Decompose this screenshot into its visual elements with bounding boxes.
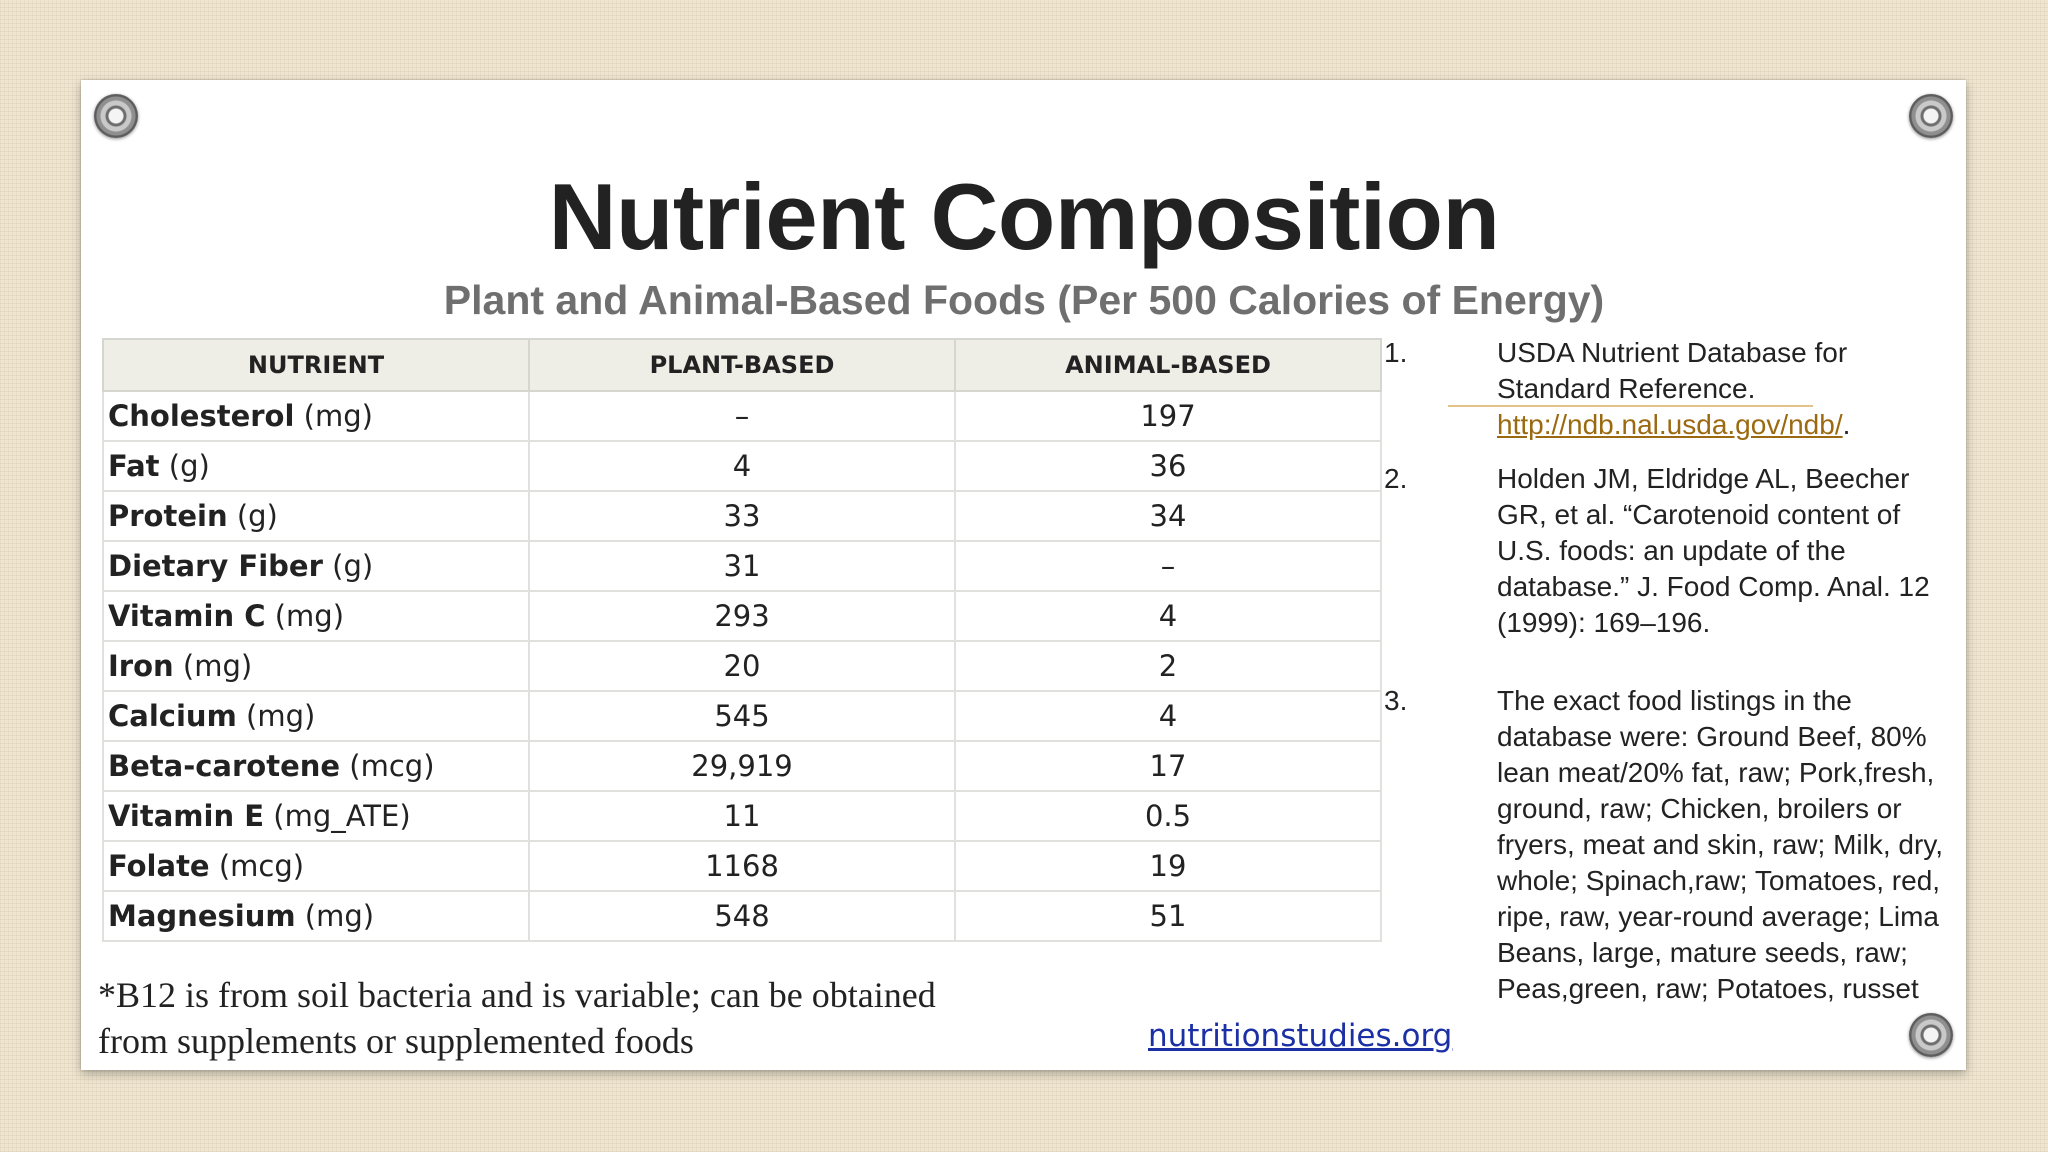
animal-value: 34 [955,491,1381,541]
nutrient-cell [103,491,529,541]
table-row [103,691,1381,741]
nutrient-name: Vitamin C [108,599,266,633]
nutrient-unit: (g) [168,449,210,483]
nutrient-unit: (mg) [303,399,373,433]
animal-value: 4 [955,691,1381,741]
slide-subtitle: Plant and Animal-Based Foods (Per 500 Calories of Energy) [443,277,1605,323]
plant-value: 4 [529,441,955,491]
nutrient-unit: (mg) [182,649,253,683]
reference-number: 3. [1384,685,1408,716]
table-header-row [103,339,1381,391]
reference-link-suffix: . [1842,409,1851,440]
reference-item [1384,461,1954,683]
table-row [103,541,1381,591]
nutrient-name: Magnesium [108,899,296,933]
nutrient-cell [103,641,529,691]
table-row [103,741,1381,791]
nutrient-cell [103,741,529,791]
nutrient-unit: (mcg) [349,749,435,783]
nutrient-name: Beta-carotene [108,749,341,783]
header-animal-based: ANIMAL-BASED [955,339,1381,391]
nutrient-name: Folate [108,849,210,883]
plant-value: – [529,391,955,441]
plant-value: 545 [529,691,955,741]
footnote-line: *B12 is from soil bacteria and is variable; can be obtained [98,975,936,1015]
table-row [103,841,1381,891]
rivet-bottom-right-icon [1909,1013,1953,1057]
nutrient-name: Dietary Fiber [108,549,323,583]
table-row [103,591,1381,641]
reference-text: The exact food listings in the database were: Ground Beef, 80% lean meat/20% fat, raw; Pork,fresh, ground, raw; Chicken, broilers or fryers, meat and skin, raw; Milk, dry, whole; Spinach,raw; Tomatoes, red, ripe, raw, year-round average; Lima Beans, large, mature seeds, raw; Peas,green, raw; Potatoes, russet [1497,685,1944,1004]
site-link[interactable]: nutritionstudies.org [1148,1018,1453,1054]
rivet-top-right-icon [1909,94,1953,138]
nutrient-name: Cholesterol [108,399,295,433]
animal-value: – [955,541,1381,591]
reference-number: 2. [1384,463,1408,494]
nutrient-unit: (mg) [246,699,316,733]
nutrient-cell [103,591,529,641]
plant-value: 31 [529,541,955,591]
animal-value: 19 [955,841,1381,891]
animal-value: 36 [955,441,1381,491]
nutrient-unit: (mg_ATE) [273,799,411,833]
table-row [103,491,1381,541]
slide-title: Nutrient Composition [548,164,1500,269]
plant-value: 29,919 [529,741,955,791]
nutrient-table [102,338,1382,942]
nutrient-cell [103,791,529,841]
nutrient-name: Fat [108,449,160,483]
plant-value: 11 [529,791,955,841]
plant-value: 33 [529,491,955,541]
nutrient-cell [103,691,529,741]
nutrient-cell [103,391,529,441]
table-row [103,391,1381,441]
animal-value: 17 [955,741,1381,791]
animal-value: 2 [955,641,1381,691]
nutrient-unit: (mg) [274,599,345,633]
nutrient-name: Vitamin E [108,799,265,833]
nutrient-unit: (mcg) [218,849,305,883]
nutrient-cell [103,841,529,891]
nutrient-unit: (mg) [304,899,375,933]
reference-item [1384,683,1954,1007]
footnote-line: from supplements or supplemented foods [98,1021,694,1061]
references-list [1384,335,1954,1007]
table-row [103,791,1381,841]
animal-value: 197 [955,391,1381,441]
nutrient-name: Calcium [108,699,237,733]
header-plant-based: PLANT-BASED [529,339,955,391]
reference-link[interactable]: http://ndb.nal.usda.gov/ndb/ [1497,409,1843,440]
reference-text: USDA Nutrient Database for Standard Reference. [1497,337,1848,404]
plant-value: 1168 [529,841,955,891]
animal-value: 51 [955,891,1381,941]
animal-value: 4 [955,591,1381,641]
reference-number: 1. [1384,337,1408,368]
nutrient-unit: (g) [236,499,278,533]
b12-footnote [98,972,998,1064]
plant-value: 20 [529,641,955,691]
table-row [103,891,1381,941]
header-nutrient: NUTRIENT [103,339,529,391]
nutrient-cell [103,541,529,591]
plant-value: 548 [529,891,955,941]
nutrient-cell [103,441,529,491]
table-row [103,641,1381,691]
reference-item [1384,335,1954,461]
nutrient-cell [103,891,529,941]
reference-text: Holden JM, Eldridge AL, Beecher GR, et al. “Carotenoid content of U.S. foods: an update of the database.” J. Food Comp. Anal. 12 (1999): 169–196. [1497,463,1930,638]
nutrient-unit: (g) [332,549,374,583]
rivet-top-left-icon [94,94,138,138]
nutrient-name: Protein [108,499,228,533]
animal-value: 0.5 [955,791,1381,841]
nutrient-name: Iron [108,649,174,683]
table-row [103,441,1381,491]
plant-value: 293 [529,591,955,641]
